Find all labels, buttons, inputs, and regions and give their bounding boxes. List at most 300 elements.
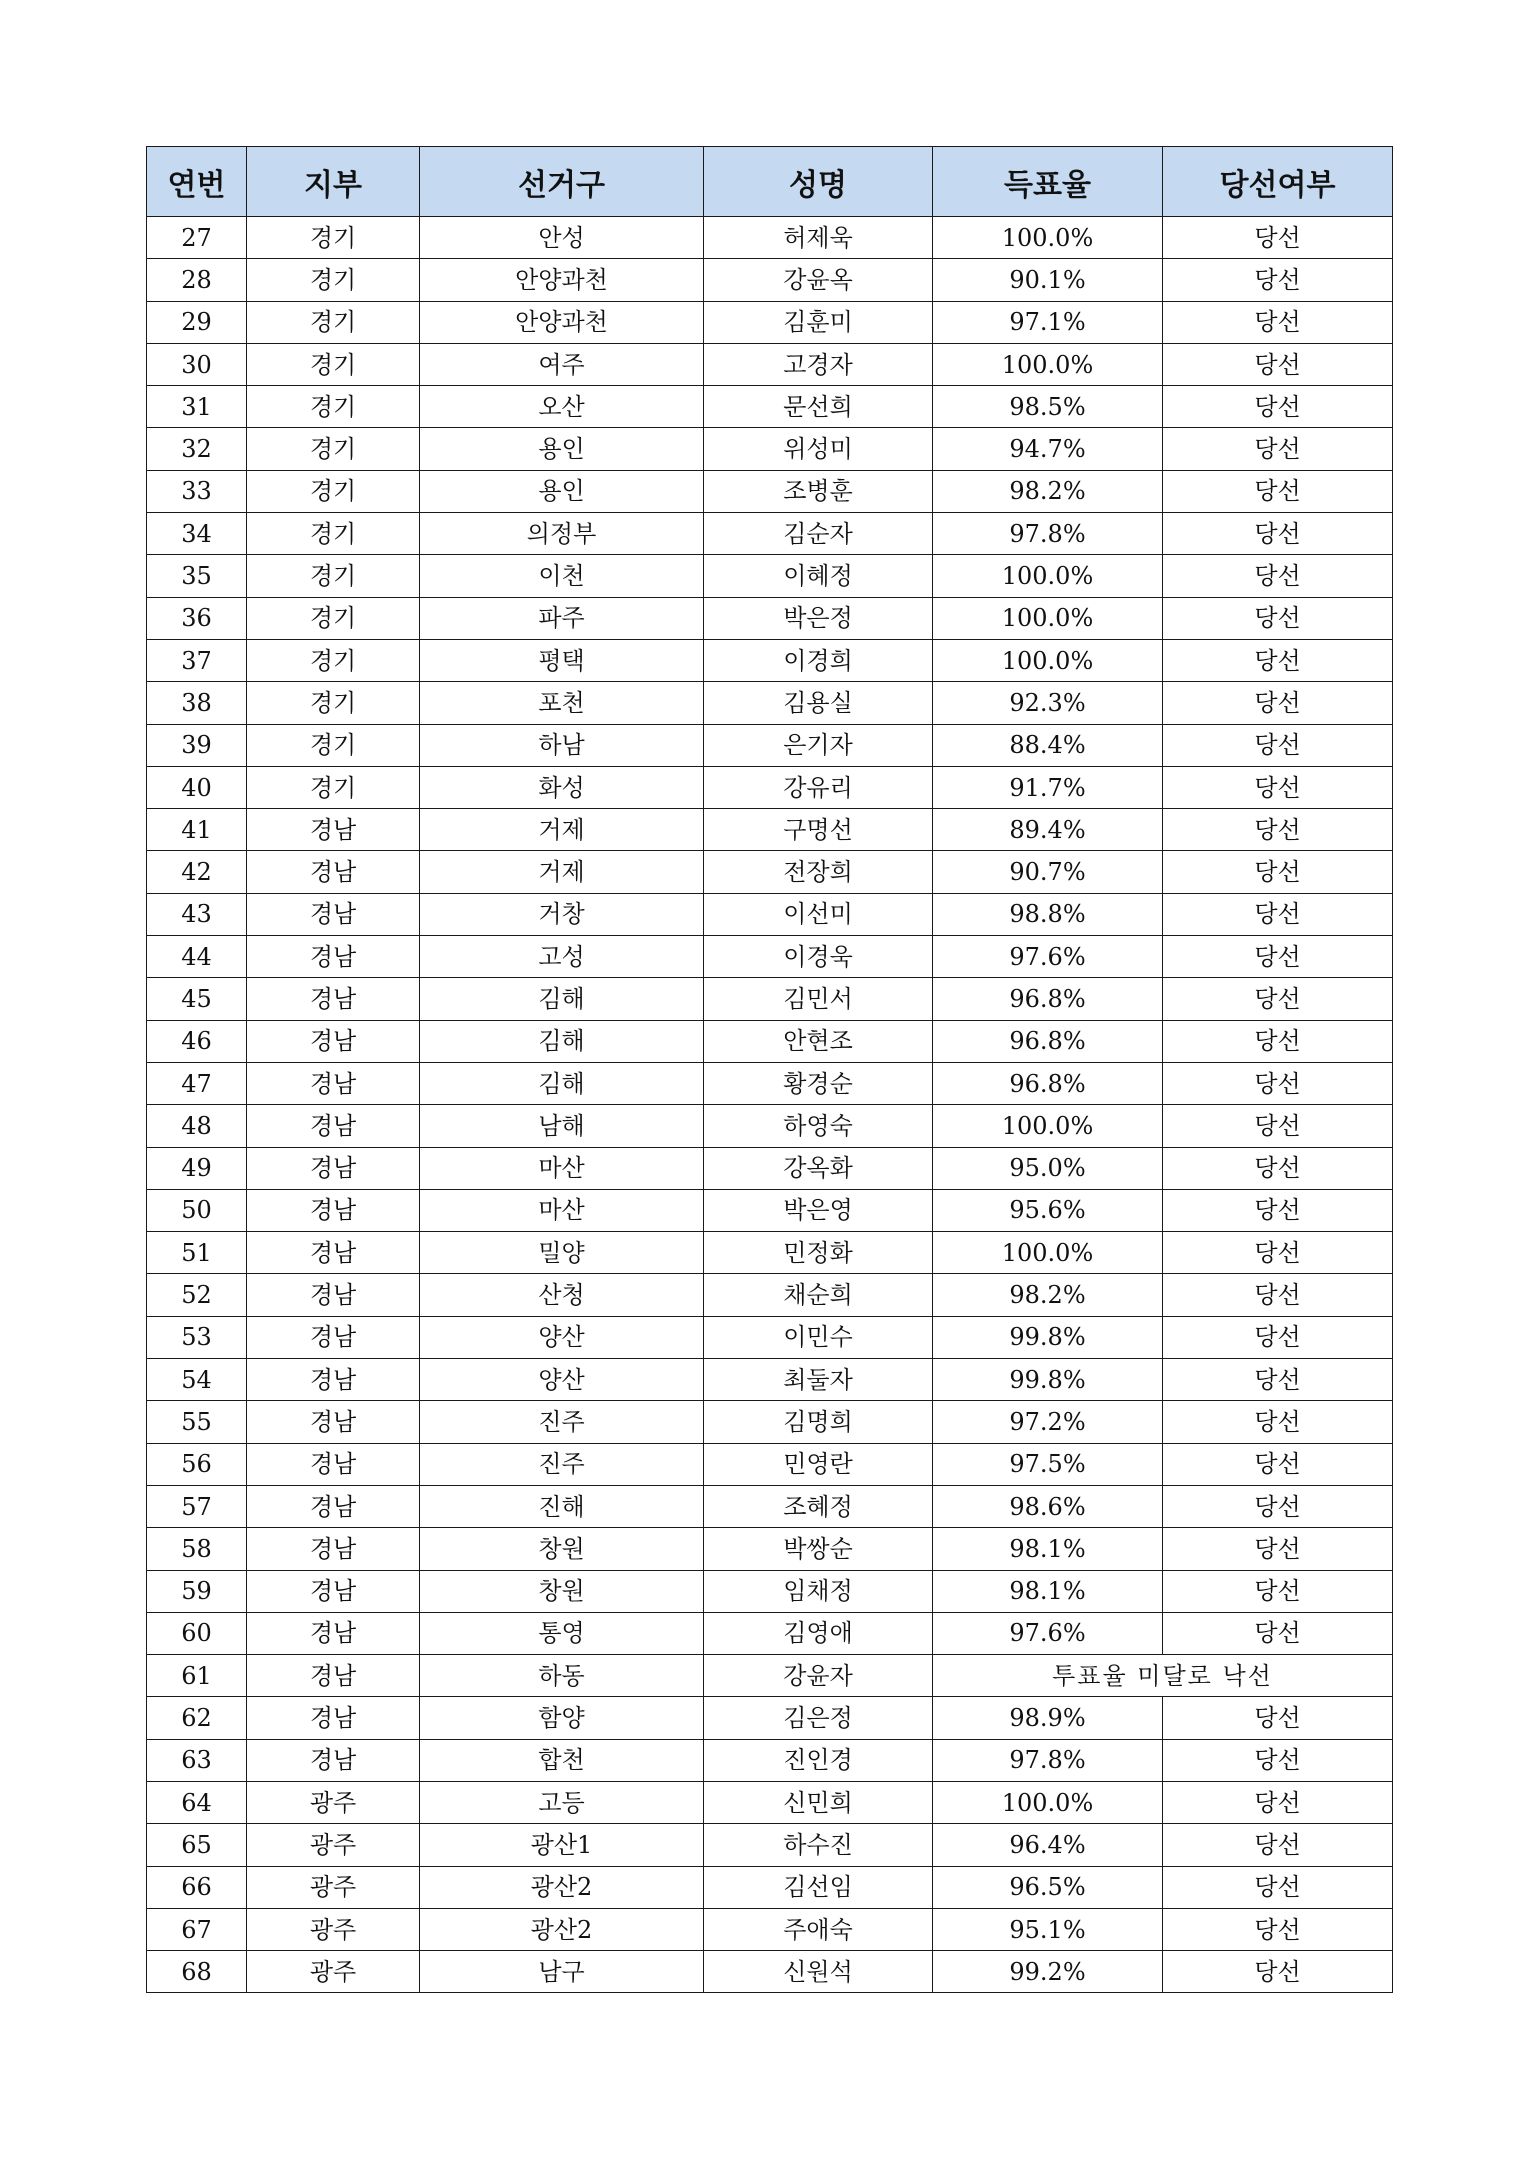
vote-rate-cell: 100.0% bbox=[933, 1781, 1163, 1823]
elected-status-cell: 당선 bbox=[1163, 1105, 1393, 1147]
branch-cell: 경남 bbox=[247, 1739, 420, 1781]
name-cell: 문선희 bbox=[704, 386, 933, 428]
table-row bbox=[147, 809, 1393, 851]
vote-rate-cell: 98.2% bbox=[933, 1274, 1163, 1316]
table-row bbox=[147, 1232, 1393, 1274]
constituency-cell: 합천 bbox=[420, 1739, 704, 1781]
constituency-cell: 산청 bbox=[420, 1274, 704, 1316]
vote-rate-cell: 97.2% bbox=[933, 1401, 1163, 1443]
serial-number-cell: 49 bbox=[147, 1147, 247, 1189]
vote-rate-cell: 100.0% bbox=[933, 555, 1163, 597]
elected-status-cell: 당선 bbox=[1163, 1824, 1393, 1866]
constituency-cell: 양산 bbox=[420, 1316, 704, 1358]
vote-rate-cell: 97.6% bbox=[933, 936, 1163, 978]
table-row bbox=[147, 1781, 1393, 1823]
elected-status-cell: 당선 bbox=[1163, 639, 1393, 681]
elected-status-cell: 당선 bbox=[1163, 936, 1393, 978]
serial-number-cell: 45 bbox=[147, 978, 247, 1020]
name-cell: 은기자 bbox=[704, 724, 933, 766]
table-row bbox=[147, 936, 1393, 978]
constituency-cell: 여주 bbox=[420, 343, 704, 385]
vote-rate-cell: 100.0% bbox=[933, 597, 1163, 639]
vote-rate-cell: 97.5% bbox=[933, 1443, 1163, 1485]
serial-number-cell: 61 bbox=[147, 1655, 247, 1697]
table-row bbox=[147, 217, 1393, 259]
name-cell: 강옥화 bbox=[704, 1147, 933, 1189]
table-row bbox=[147, 513, 1393, 555]
constituency-cell: 오산 bbox=[420, 386, 704, 428]
table-row bbox=[147, 386, 1393, 428]
name-cell: 김민서 bbox=[704, 978, 933, 1020]
branch-cell: 광주 bbox=[247, 1866, 420, 1908]
branch-cell: 경기 bbox=[247, 766, 420, 808]
branch-cell: 경남 bbox=[247, 936, 420, 978]
branch-cell: 경기 bbox=[247, 682, 420, 724]
constituency-cell: 김해 bbox=[420, 978, 704, 1020]
serial-number-cell: 51 bbox=[147, 1232, 247, 1274]
name-cell: 김선임 bbox=[704, 1866, 933, 1908]
table-row bbox=[147, 1866, 1393, 1908]
table-row bbox=[147, 1570, 1393, 1612]
header-serial-number: 연번 bbox=[147, 147, 247, 217]
header-name: 성명 bbox=[704, 147, 933, 217]
serial-number-cell: 63 bbox=[147, 1739, 247, 1781]
name-cell: 이혜정 bbox=[704, 555, 933, 597]
constituency-cell: 용인 bbox=[420, 428, 704, 470]
vote-rate-cell: 97.8% bbox=[933, 513, 1163, 555]
elected-status-cell: 당선 bbox=[1163, 1528, 1393, 1570]
vote-rate-cell: 95.1% bbox=[933, 1908, 1163, 1950]
vote-result-note-cell: 투표율 미달로 낙선 bbox=[933, 1655, 1393, 1697]
table-header bbox=[147, 147, 1393, 217]
name-cell: 이선미 bbox=[704, 893, 933, 935]
serial-number-cell: 57 bbox=[147, 1485, 247, 1527]
vote-rate-cell: 96.8% bbox=[933, 1020, 1163, 1062]
vote-rate-cell: 95.6% bbox=[933, 1189, 1163, 1231]
constituency-cell: 창원 bbox=[420, 1570, 704, 1612]
vote-rate-cell: 95.0% bbox=[933, 1147, 1163, 1189]
table-row bbox=[147, 1655, 1393, 1697]
vote-rate-cell: 98.1% bbox=[933, 1570, 1163, 1612]
constituency-cell: 거제 bbox=[420, 851, 704, 893]
serial-number-cell: 53 bbox=[147, 1316, 247, 1358]
serial-number-cell: 41 bbox=[147, 809, 247, 851]
elected-status-cell: 당선 bbox=[1163, 1359, 1393, 1401]
table-row bbox=[147, 1739, 1393, 1781]
branch-cell: 경남 bbox=[247, 1316, 420, 1358]
elected-status-cell: 당선 bbox=[1163, 1232, 1393, 1274]
vote-rate-cell: 89.4% bbox=[933, 809, 1163, 851]
elected-status-cell: 당선 bbox=[1163, 978, 1393, 1020]
serial-number-cell: 31 bbox=[147, 386, 247, 428]
branch-cell: 경남 bbox=[247, 1189, 420, 1231]
branch-cell: 광주 bbox=[247, 1824, 420, 1866]
election-results-table bbox=[146, 146, 1393, 1993]
constituency-cell: 양산 bbox=[420, 1359, 704, 1401]
serial-number-cell: 29 bbox=[147, 301, 247, 343]
constituency-cell: 통영 bbox=[420, 1612, 704, 1654]
name-cell: 조혜정 bbox=[704, 1485, 933, 1527]
branch-cell: 경기 bbox=[247, 386, 420, 428]
constituency-cell: 창원 bbox=[420, 1528, 704, 1570]
elected-status-cell: 당선 bbox=[1163, 470, 1393, 512]
name-cell: 진인경 bbox=[704, 1739, 933, 1781]
table-row bbox=[147, 724, 1393, 766]
name-cell: 임채정 bbox=[704, 1570, 933, 1612]
serial-number-cell: 35 bbox=[147, 555, 247, 597]
branch-cell: 경기 bbox=[247, 597, 420, 639]
serial-number-cell: 56 bbox=[147, 1443, 247, 1485]
vote-rate-cell: 97.6% bbox=[933, 1612, 1163, 1654]
name-cell: 이경욱 bbox=[704, 936, 933, 978]
table-row bbox=[147, 1824, 1393, 1866]
table-row bbox=[147, 1105, 1393, 1147]
vote-rate-cell: 99.8% bbox=[933, 1359, 1163, 1401]
name-cell: 신민희 bbox=[704, 1781, 933, 1823]
constituency-cell: 마산 bbox=[420, 1147, 704, 1189]
name-cell: 김순자 bbox=[704, 513, 933, 555]
name-cell: 김훈미 bbox=[704, 301, 933, 343]
branch-cell: 경남 bbox=[247, 1359, 420, 1401]
vote-rate-cell: 96.8% bbox=[933, 1062, 1163, 1104]
constituency-cell: 함양 bbox=[420, 1697, 704, 1739]
branch-cell: 경남 bbox=[247, 1485, 420, 1527]
elected-status-cell: 당선 bbox=[1163, 1697, 1393, 1739]
serial-number-cell: 68 bbox=[147, 1951, 247, 1993]
branch-cell: 경남 bbox=[247, 1401, 420, 1443]
elected-status-cell: 당선 bbox=[1163, 597, 1393, 639]
name-cell: 허제욱 bbox=[704, 217, 933, 259]
table-row bbox=[147, 470, 1393, 512]
table-row bbox=[147, 259, 1393, 301]
table-row bbox=[147, 1612, 1393, 1654]
branch-cell: 경남 bbox=[247, 1528, 420, 1570]
elected-status-cell: 당선 bbox=[1163, 1274, 1393, 1316]
elected-status-cell: 당선 bbox=[1163, 766, 1393, 808]
constituency-cell: 진주 bbox=[420, 1443, 704, 1485]
vote-rate-cell: 98.8% bbox=[933, 893, 1163, 935]
constituency-cell: 남해 bbox=[420, 1105, 704, 1147]
header-branch: 지부 bbox=[247, 147, 420, 217]
branch-cell: 경남 bbox=[247, 1105, 420, 1147]
vote-rate-cell: 94.7% bbox=[933, 428, 1163, 470]
constituency-cell: 평택 bbox=[420, 639, 704, 681]
name-cell: 전장희 bbox=[704, 851, 933, 893]
name-cell: 박쌍순 bbox=[704, 1528, 933, 1570]
elected-status-cell: 당선 bbox=[1163, 1316, 1393, 1358]
header-row bbox=[147, 147, 1393, 217]
vote-rate-cell: 88.4% bbox=[933, 724, 1163, 766]
table-row bbox=[147, 1062, 1393, 1104]
serial-number-cell: 54 bbox=[147, 1359, 247, 1401]
table-row bbox=[147, 639, 1393, 681]
elected-status-cell: 당선 bbox=[1163, 428, 1393, 470]
constituency-cell: 의정부 bbox=[420, 513, 704, 555]
branch-cell: 경남 bbox=[247, 1274, 420, 1316]
table-row bbox=[147, 1274, 1393, 1316]
constituency-cell: 안성 bbox=[420, 217, 704, 259]
elected-status-cell: 당선 bbox=[1163, 513, 1393, 555]
branch-cell: 경남 bbox=[247, 1147, 420, 1189]
serial-number-cell: 27 bbox=[147, 217, 247, 259]
branch-cell: 경남 bbox=[247, 978, 420, 1020]
table-row bbox=[147, 343, 1393, 385]
name-cell: 구명선 bbox=[704, 809, 933, 851]
branch-cell: 경남 bbox=[247, 809, 420, 851]
vote-rate-cell: 91.7% bbox=[933, 766, 1163, 808]
table-row bbox=[147, 1316, 1393, 1358]
name-cell: 강윤자 bbox=[704, 1655, 933, 1697]
constituency-cell: 마산 bbox=[420, 1189, 704, 1231]
serial-number-cell: 47 bbox=[147, 1062, 247, 1104]
vote-rate-cell: 98.5% bbox=[933, 386, 1163, 428]
header-vote-rate: 득표율 bbox=[933, 147, 1163, 217]
constituency-cell: 고성 bbox=[420, 936, 704, 978]
branch-cell: 광주 bbox=[247, 1908, 420, 1950]
elected-status-cell: 당선 bbox=[1163, 809, 1393, 851]
table-row bbox=[147, 1359, 1393, 1401]
name-cell: 박은영 bbox=[704, 1189, 933, 1231]
vote-rate-cell: 96.5% bbox=[933, 1866, 1163, 1908]
constituency-cell: 김해 bbox=[420, 1062, 704, 1104]
serial-number-cell: 30 bbox=[147, 343, 247, 385]
table-row bbox=[147, 301, 1393, 343]
constituency-cell: 하남 bbox=[420, 724, 704, 766]
vote-rate-cell: 100.0% bbox=[933, 1232, 1163, 1274]
table-row bbox=[147, 555, 1393, 597]
branch-cell: 경기 bbox=[247, 343, 420, 385]
name-cell: 최둘자 bbox=[704, 1359, 933, 1401]
header-elected-status: 당선여부 bbox=[1163, 147, 1393, 217]
constituency-cell: 안양과천 bbox=[420, 259, 704, 301]
vote-rate-cell: 97.1% bbox=[933, 301, 1163, 343]
table-row bbox=[147, 597, 1393, 639]
constituency-cell: 이천 bbox=[420, 555, 704, 597]
vote-rate-cell: 96.8% bbox=[933, 978, 1163, 1020]
vote-rate-cell: 100.0% bbox=[933, 343, 1163, 385]
serial-number-cell: 52 bbox=[147, 1274, 247, 1316]
branch-cell: 경기 bbox=[247, 428, 420, 470]
table-row bbox=[147, 1528, 1393, 1570]
elected-status-cell: 당선 bbox=[1163, 343, 1393, 385]
branch-cell: 경기 bbox=[247, 301, 420, 343]
serial-number-cell: 43 bbox=[147, 893, 247, 935]
elected-status-cell: 당선 bbox=[1163, 259, 1393, 301]
table-row bbox=[147, 682, 1393, 724]
elected-status-cell: 당선 bbox=[1163, 1612, 1393, 1654]
name-cell: 조병훈 bbox=[704, 470, 933, 512]
serial-number-cell: 34 bbox=[147, 513, 247, 555]
constituency-cell: 화성 bbox=[420, 766, 704, 808]
elected-status-cell: 당선 bbox=[1163, 1443, 1393, 1485]
branch-cell: 경남 bbox=[247, 893, 420, 935]
branch-cell: 경남 bbox=[247, 1020, 420, 1062]
vote-rate-cell: 99.2% bbox=[933, 1951, 1163, 1993]
constituency-cell: 진주 bbox=[420, 1401, 704, 1443]
serial-number-cell: 37 bbox=[147, 639, 247, 681]
name-cell: 김영애 bbox=[704, 1612, 933, 1654]
elected-status-cell: 당선 bbox=[1163, 555, 1393, 597]
name-cell: 강유리 bbox=[704, 766, 933, 808]
serial-number-cell: 67 bbox=[147, 1908, 247, 1950]
table-row bbox=[147, 766, 1393, 808]
serial-number-cell: 55 bbox=[147, 1401, 247, 1443]
vote-rate-cell: 90.1% bbox=[933, 259, 1163, 301]
name-cell: 고경자 bbox=[704, 343, 933, 385]
name-cell: 박은정 bbox=[704, 597, 933, 639]
serial-number-cell: 39 bbox=[147, 724, 247, 766]
name-cell: 김명희 bbox=[704, 1401, 933, 1443]
table-row bbox=[147, 1697, 1393, 1739]
table-row bbox=[147, 1147, 1393, 1189]
constituency-cell: 김해 bbox=[420, 1020, 704, 1062]
table-row bbox=[147, 428, 1393, 470]
branch-cell: 경기 bbox=[247, 470, 420, 512]
branch-cell: 광주 bbox=[247, 1781, 420, 1823]
elected-status-cell: 당선 bbox=[1163, 1908, 1393, 1950]
name-cell: 황경순 bbox=[704, 1062, 933, 1104]
name-cell: 하수진 bbox=[704, 1824, 933, 1866]
name-cell: 채순희 bbox=[704, 1274, 933, 1316]
serial-number-cell: 48 bbox=[147, 1105, 247, 1147]
elected-status-cell: 당선 bbox=[1163, 386, 1393, 428]
table-body bbox=[147, 217, 1393, 1993]
vote-rate-cell: 97.8% bbox=[933, 1739, 1163, 1781]
table-row bbox=[147, 893, 1393, 935]
branch-cell: 경남 bbox=[247, 1697, 420, 1739]
constituency-cell: 광산2 bbox=[420, 1908, 704, 1950]
branch-cell: 경기 bbox=[247, 259, 420, 301]
constituency-cell: 고등 bbox=[420, 1781, 704, 1823]
serial-number-cell: 62 bbox=[147, 1697, 247, 1739]
name-cell: 강윤옥 bbox=[704, 259, 933, 301]
serial-number-cell: 46 bbox=[147, 1020, 247, 1062]
table-row bbox=[147, 1908, 1393, 1950]
constituency-cell: 용인 bbox=[420, 470, 704, 512]
elected-status-cell: 당선 bbox=[1163, 1951, 1393, 1993]
vote-rate-cell: 98.2% bbox=[933, 470, 1163, 512]
branch-cell: 경남 bbox=[247, 851, 420, 893]
branch-cell: 경남 bbox=[247, 1232, 420, 1274]
constituency-cell: 광산2 bbox=[420, 1866, 704, 1908]
table-row bbox=[147, 978, 1393, 1020]
serial-number-cell: 50 bbox=[147, 1189, 247, 1231]
table-row bbox=[147, 1189, 1393, 1231]
serial-number-cell: 42 bbox=[147, 851, 247, 893]
constituency-cell: 포천 bbox=[420, 682, 704, 724]
branch-cell: 경남 bbox=[247, 1062, 420, 1104]
branch-cell: 경기 bbox=[247, 513, 420, 555]
elected-status-cell: 당선 bbox=[1163, 1570, 1393, 1612]
elected-status-cell: 당선 bbox=[1163, 682, 1393, 724]
name-cell: 위성미 bbox=[704, 428, 933, 470]
vote-rate-cell: 100.0% bbox=[933, 639, 1163, 681]
elected-status-cell: 당선 bbox=[1163, 1062, 1393, 1104]
table-row bbox=[147, 851, 1393, 893]
serial-number-cell: 40 bbox=[147, 766, 247, 808]
elected-status-cell: 당선 bbox=[1163, 1485, 1393, 1527]
name-cell: 김용실 bbox=[704, 682, 933, 724]
constituency-cell: 진해 bbox=[420, 1485, 704, 1527]
serial-number-cell: 58 bbox=[147, 1528, 247, 1570]
name-cell: 안현조 bbox=[704, 1020, 933, 1062]
table-row bbox=[147, 1020, 1393, 1062]
vote-rate-cell: 98.9% bbox=[933, 1697, 1163, 1739]
branch-cell: 경기 bbox=[247, 639, 420, 681]
vote-rate-cell: 92.3% bbox=[933, 682, 1163, 724]
elected-status-cell: 당선 bbox=[1163, 1189, 1393, 1231]
serial-number-cell: 44 bbox=[147, 936, 247, 978]
elected-status-cell: 당선 bbox=[1163, 1866, 1393, 1908]
name-cell: 주애숙 bbox=[704, 1908, 933, 1950]
constituency-cell: 하동 bbox=[420, 1655, 704, 1697]
table-row bbox=[147, 1951, 1393, 1993]
name-cell: 신원석 bbox=[704, 1951, 933, 1993]
name-cell: 민정화 bbox=[704, 1232, 933, 1274]
elected-status-cell: 당선 bbox=[1163, 1147, 1393, 1189]
serial-number-cell: 59 bbox=[147, 1570, 247, 1612]
vote-rate-cell: 98.1% bbox=[933, 1528, 1163, 1570]
elected-status-cell: 당선 bbox=[1163, 1739, 1393, 1781]
constituency-cell: 파주 bbox=[420, 597, 704, 639]
constituency-cell: 밀양 bbox=[420, 1232, 704, 1274]
vote-rate-cell: 96.4% bbox=[933, 1824, 1163, 1866]
name-cell: 이경희 bbox=[704, 639, 933, 681]
vote-rate-cell: 100.0% bbox=[933, 1105, 1163, 1147]
elected-status-cell: 당선 bbox=[1163, 893, 1393, 935]
table-row bbox=[147, 1401, 1393, 1443]
serial-number-cell: 66 bbox=[147, 1866, 247, 1908]
constituency-cell: 거창 bbox=[420, 893, 704, 935]
name-cell: 민영란 bbox=[704, 1443, 933, 1485]
constituency-cell: 거제 bbox=[420, 809, 704, 851]
elected-status-cell: 당선 bbox=[1163, 217, 1393, 259]
branch-cell: 경남 bbox=[247, 1443, 420, 1485]
branch-cell: 경남 bbox=[247, 1655, 420, 1697]
elected-status-cell: 당선 bbox=[1163, 1020, 1393, 1062]
serial-number-cell: 28 bbox=[147, 259, 247, 301]
name-cell: 하영숙 bbox=[704, 1105, 933, 1147]
vote-rate-cell: 100.0% bbox=[933, 217, 1163, 259]
branch-cell: 광주 bbox=[247, 1951, 420, 1993]
elected-status-cell: 당선 bbox=[1163, 724, 1393, 766]
serial-number-cell: 60 bbox=[147, 1612, 247, 1654]
elected-status-cell: 당선 bbox=[1163, 1781, 1393, 1823]
serial-number-cell: 33 bbox=[147, 470, 247, 512]
vote-rate-cell: 99.8% bbox=[933, 1316, 1163, 1358]
vote-rate-cell: 90.7% bbox=[933, 851, 1163, 893]
serial-number-cell: 32 bbox=[147, 428, 247, 470]
table-row bbox=[147, 1485, 1393, 1527]
branch-cell: 경기 bbox=[247, 555, 420, 597]
serial-number-cell: 36 bbox=[147, 597, 247, 639]
constituency-cell: 남구 bbox=[420, 1951, 704, 1993]
serial-number-cell: 64 bbox=[147, 1781, 247, 1823]
constituency-cell: 광산1 bbox=[420, 1824, 704, 1866]
constituency-cell: 안양과천 bbox=[420, 301, 704, 343]
branch-cell: 경기 bbox=[247, 724, 420, 766]
header-constituency: 선거구 bbox=[420, 147, 704, 217]
branch-cell: 경남 bbox=[247, 1612, 420, 1654]
elected-status-cell: 당선 bbox=[1163, 1401, 1393, 1443]
serial-number-cell: 65 bbox=[147, 1824, 247, 1866]
vote-rate-cell: 98.6% bbox=[933, 1485, 1163, 1527]
elected-status-cell: 당선 bbox=[1163, 851, 1393, 893]
name-cell: 김은정 bbox=[704, 1697, 933, 1739]
serial-number-cell: 38 bbox=[147, 682, 247, 724]
name-cell: 이민수 bbox=[704, 1316, 933, 1358]
elected-status-cell: 당선 bbox=[1163, 301, 1393, 343]
